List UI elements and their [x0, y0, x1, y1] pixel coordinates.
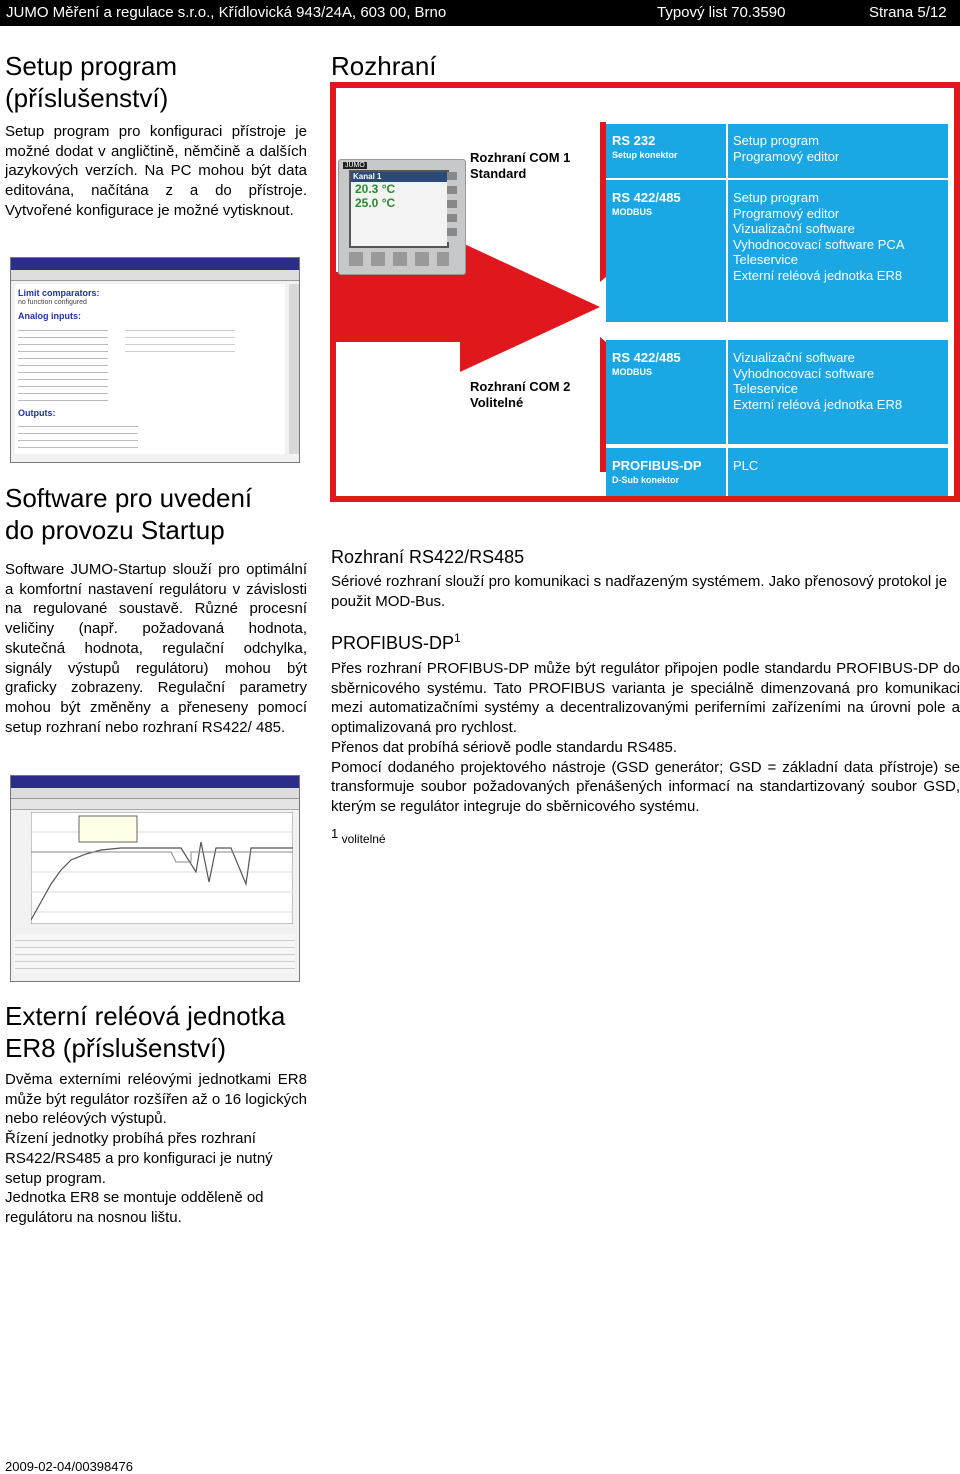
- setup-screenshot: [10, 257, 300, 463]
- toolbar: [11, 799, 299, 810]
- pb-p3: Pomocí dodaného projektového nástroje (GSD generátor; GSD = základní data přístroje) se transformuje soubor požadovaných přenášených informací na standartizovaný soubor GSD, kterým se regulátor integruje do sběrnicového systému.: [331, 758, 960, 815]
- rs485b-item-4: Externí reléová jednotka ER8: [733, 396, 903, 412]
- rs-text: Sériové rozhraní slouží pro komunikaci s nadřazeným systémem. Jako přenosový protokol je použit MOD-Bus.: [331, 573, 948, 610]
- com2-line2: Volitelné: [470, 395, 524, 410]
- window-menubar: [11, 270, 299, 281]
- pb-p1: Přes rozhraní PROFIBUS-DP může být regulátor připojen podle standardu PROFIBUS-DP do sběrnicového systému. Tato PROFIBUS varianta je speciálně dimenzovaná pro komunikaci mezi automatizačními systémy a decentralizovanými periferními zařízeními na úrovni pole a optimalizovaná pro rychlost.: [331, 660, 960, 737]
- box-rs485-com1: [606, 180, 948, 322]
- box-rs232: [606, 124, 948, 178]
- startup-section: [5, 482, 307, 737]
- device-value-1: 20.3 °C: [355, 182, 396, 196]
- startup-title-1: Software pro uvedení: [5, 483, 253, 513]
- page-header: [0, 0, 960, 26]
- analog-lines: [18, 324, 108, 402]
- limit-heading: Limit comparators:: [18, 288, 100, 298]
- window-titlebar: [11, 776, 299, 788]
- er8-section: [5, 1000, 307, 1228]
- profibus-sub: D-Sub konektor: [612, 474, 680, 485]
- rs485a-item-3: Vizualizační software: [733, 221, 855, 236]
- analog-values: [125, 324, 235, 354]
- value-table: [15, 934, 295, 974]
- window-titlebar: [11, 258, 299, 270]
- rs485a-item-4: Vyhodnocovací software PCA: [733, 236, 905, 252]
- rs485b-sub: MODBUS: [612, 366, 652, 377]
- rs485b-item-3: Teleservice: [733, 381, 799, 396]
- pb-title: PROFIBUS-DP: [331, 633, 455, 653]
- limit-sub: no function configured: [18, 299, 87, 306]
- rs232-item-2: Programový editor: [733, 148, 840, 164]
- setup-title-2: (příslušenství): [5, 83, 169, 113]
- rs-title: Rozhraní RS422/RS485: [331, 547, 525, 567]
- controller-device: [338, 159, 466, 275]
- setup-document: [15, 284, 285, 454]
- device-keys[interactable]: [447, 172, 457, 242]
- profibus-section: [331, 627, 960, 817]
- window-menubar: [11, 788, 299, 799]
- scrollbar[interactable]: [289, 284, 299, 454]
- rs485b-title: RS 422/485: [612, 350, 681, 365]
- rs232-sub: Setup konektor: [612, 149, 678, 160]
- pb-sup: 1: [454, 631, 461, 645]
- setup-text: Setup program pro konfiguraci přístroje je možné dodat v angličtině, němčině a dalších jazykových verzích. Na PC mohou být data editována, načítána z a do přístroje. Vytvořené konfigurace je možné vytisknout.: [5, 123, 307, 219]
- pb-title-wrap: [331, 627, 960, 654]
- footer-docid: 2009-02-04/00398476: [5, 1459, 133, 1474]
- er8-p1: Dvěma externími reléovými jednotkami ER8 může být regulátor rozšířen až o 16 logických nebo reléových výstupů.: [5, 1071, 307, 1128]
- box-profibus: [606, 448, 948, 496]
- er8-title-1: Externí reléová jednotka: [5, 1001, 286, 1031]
- startup-screenshot: [10, 775, 300, 982]
- box-rs485-com2: [606, 340, 948, 444]
- rs485a-item-1: Setup program: [733, 190, 819, 205]
- device-brand: JUMO: [345, 162, 365, 169]
- pb-p2: Přenos dat probíhá sériově podle standardu RS485.: [331, 738, 678, 756]
- device-value-2: 25.0 °C: [355, 196, 396, 210]
- er8-p2: Řízení jednotky probíhá přes rozhraní RS422/RS485 a pro konfiguraci je nutný setup program.: [5, 1130, 273, 1187]
- header-page: Strana 5/12: [869, 4, 947, 21]
- com2-label: [470, 379, 570, 411]
- rs232-title: RS 232: [612, 133, 656, 148]
- com2-line1: Rozhraní COM 2: [470, 379, 571, 394]
- rs485a-item-2: Programový editor: [733, 205, 840, 221]
- footnote-text: volitelné: [341, 832, 386, 846]
- rs485a-item-5: Teleservice: [733, 252, 799, 267]
- footnote-num: 1: [331, 826, 339, 841]
- rs232-item-1: Setup program: [733, 133, 819, 148]
- header-sheet: Typový list 70.3590: [657, 4, 786, 21]
- com1-line1: Rozhraní COM 1: [470, 150, 571, 165]
- header-company: JUMO Měření a regulace s.r.o., Křídlovická 943/24A, 603 00, Brno: [6, 4, 447, 21]
- er8-title-2: ER8 (příslušenství): [5, 1033, 227, 1063]
- setup-section: [5, 50, 307, 221]
- footnote: [331, 826, 386, 846]
- outputs-lines: [18, 420, 138, 450]
- rs485a-item-6: Externí reléová jednotka ER8: [733, 267, 903, 283]
- startup-title-2: do provozu Startup: [5, 515, 225, 545]
- rs485a-sub: MODBUS: [612, 206, 652, 217]
- analog-heading: Analog inputs:: [18, 311, 81, 321]
- interface-title: Rozhraní: [331, 51, 437, 81]
- rs-section: [331, 546, 960, 611]
- device-buttons[interactable]: [349, 252, 449, 266]
- rs485a-title: RS 422/485: [612, 190, 681, 205]
- interface-diagram: [330, 82, 960, 502]
- device-channel: Kanal 1: [351, 172, 447, 182]
- device-display: [349, 170, 449, 248]
- profibus-item-1: PLC: [733, 458, 759, 473]
- er8-p3: Jednotka ER8 se montuje odděleně od regulátoru na nosnou lištu.: [5, 1189, 264, 1226]
- startup-text: Software JUMO-Startup slouží pro optimální a komfortní nastavení regulátoru v závislosti na regulované soustavě. Různé procesní veličiny (např. požadovaná hodnota, skutečná hodnota, regulační odchylka, signály výstupů regulátoru) mohou být graficky zobrazeny. Regulační parametry mohou být změněny a přeneseny pomocí setup rozhraní nebo rozhraní RS422/ 485.: [5, 561, 307, 736]
- outputs-heading: Outputs:: [18, 408, 56, 418]
- rs485b-item-2: Vyhodnocovací software: [733, 365, 875, 381]
- com1-label: [470, 150, 570, 182]
- setup-title-1: Setup program: [5, 51, 177, 81]
- trend-chart: [31, 812, 293, 924]
- com1-line2: Standard: [470, 166, 527, 181]
- profibus-title: PROFIBUS-DP: [612, 458, 702, 473]
- rs485b-item-1: Vizualizační software: [733, 350, 855, 365]
